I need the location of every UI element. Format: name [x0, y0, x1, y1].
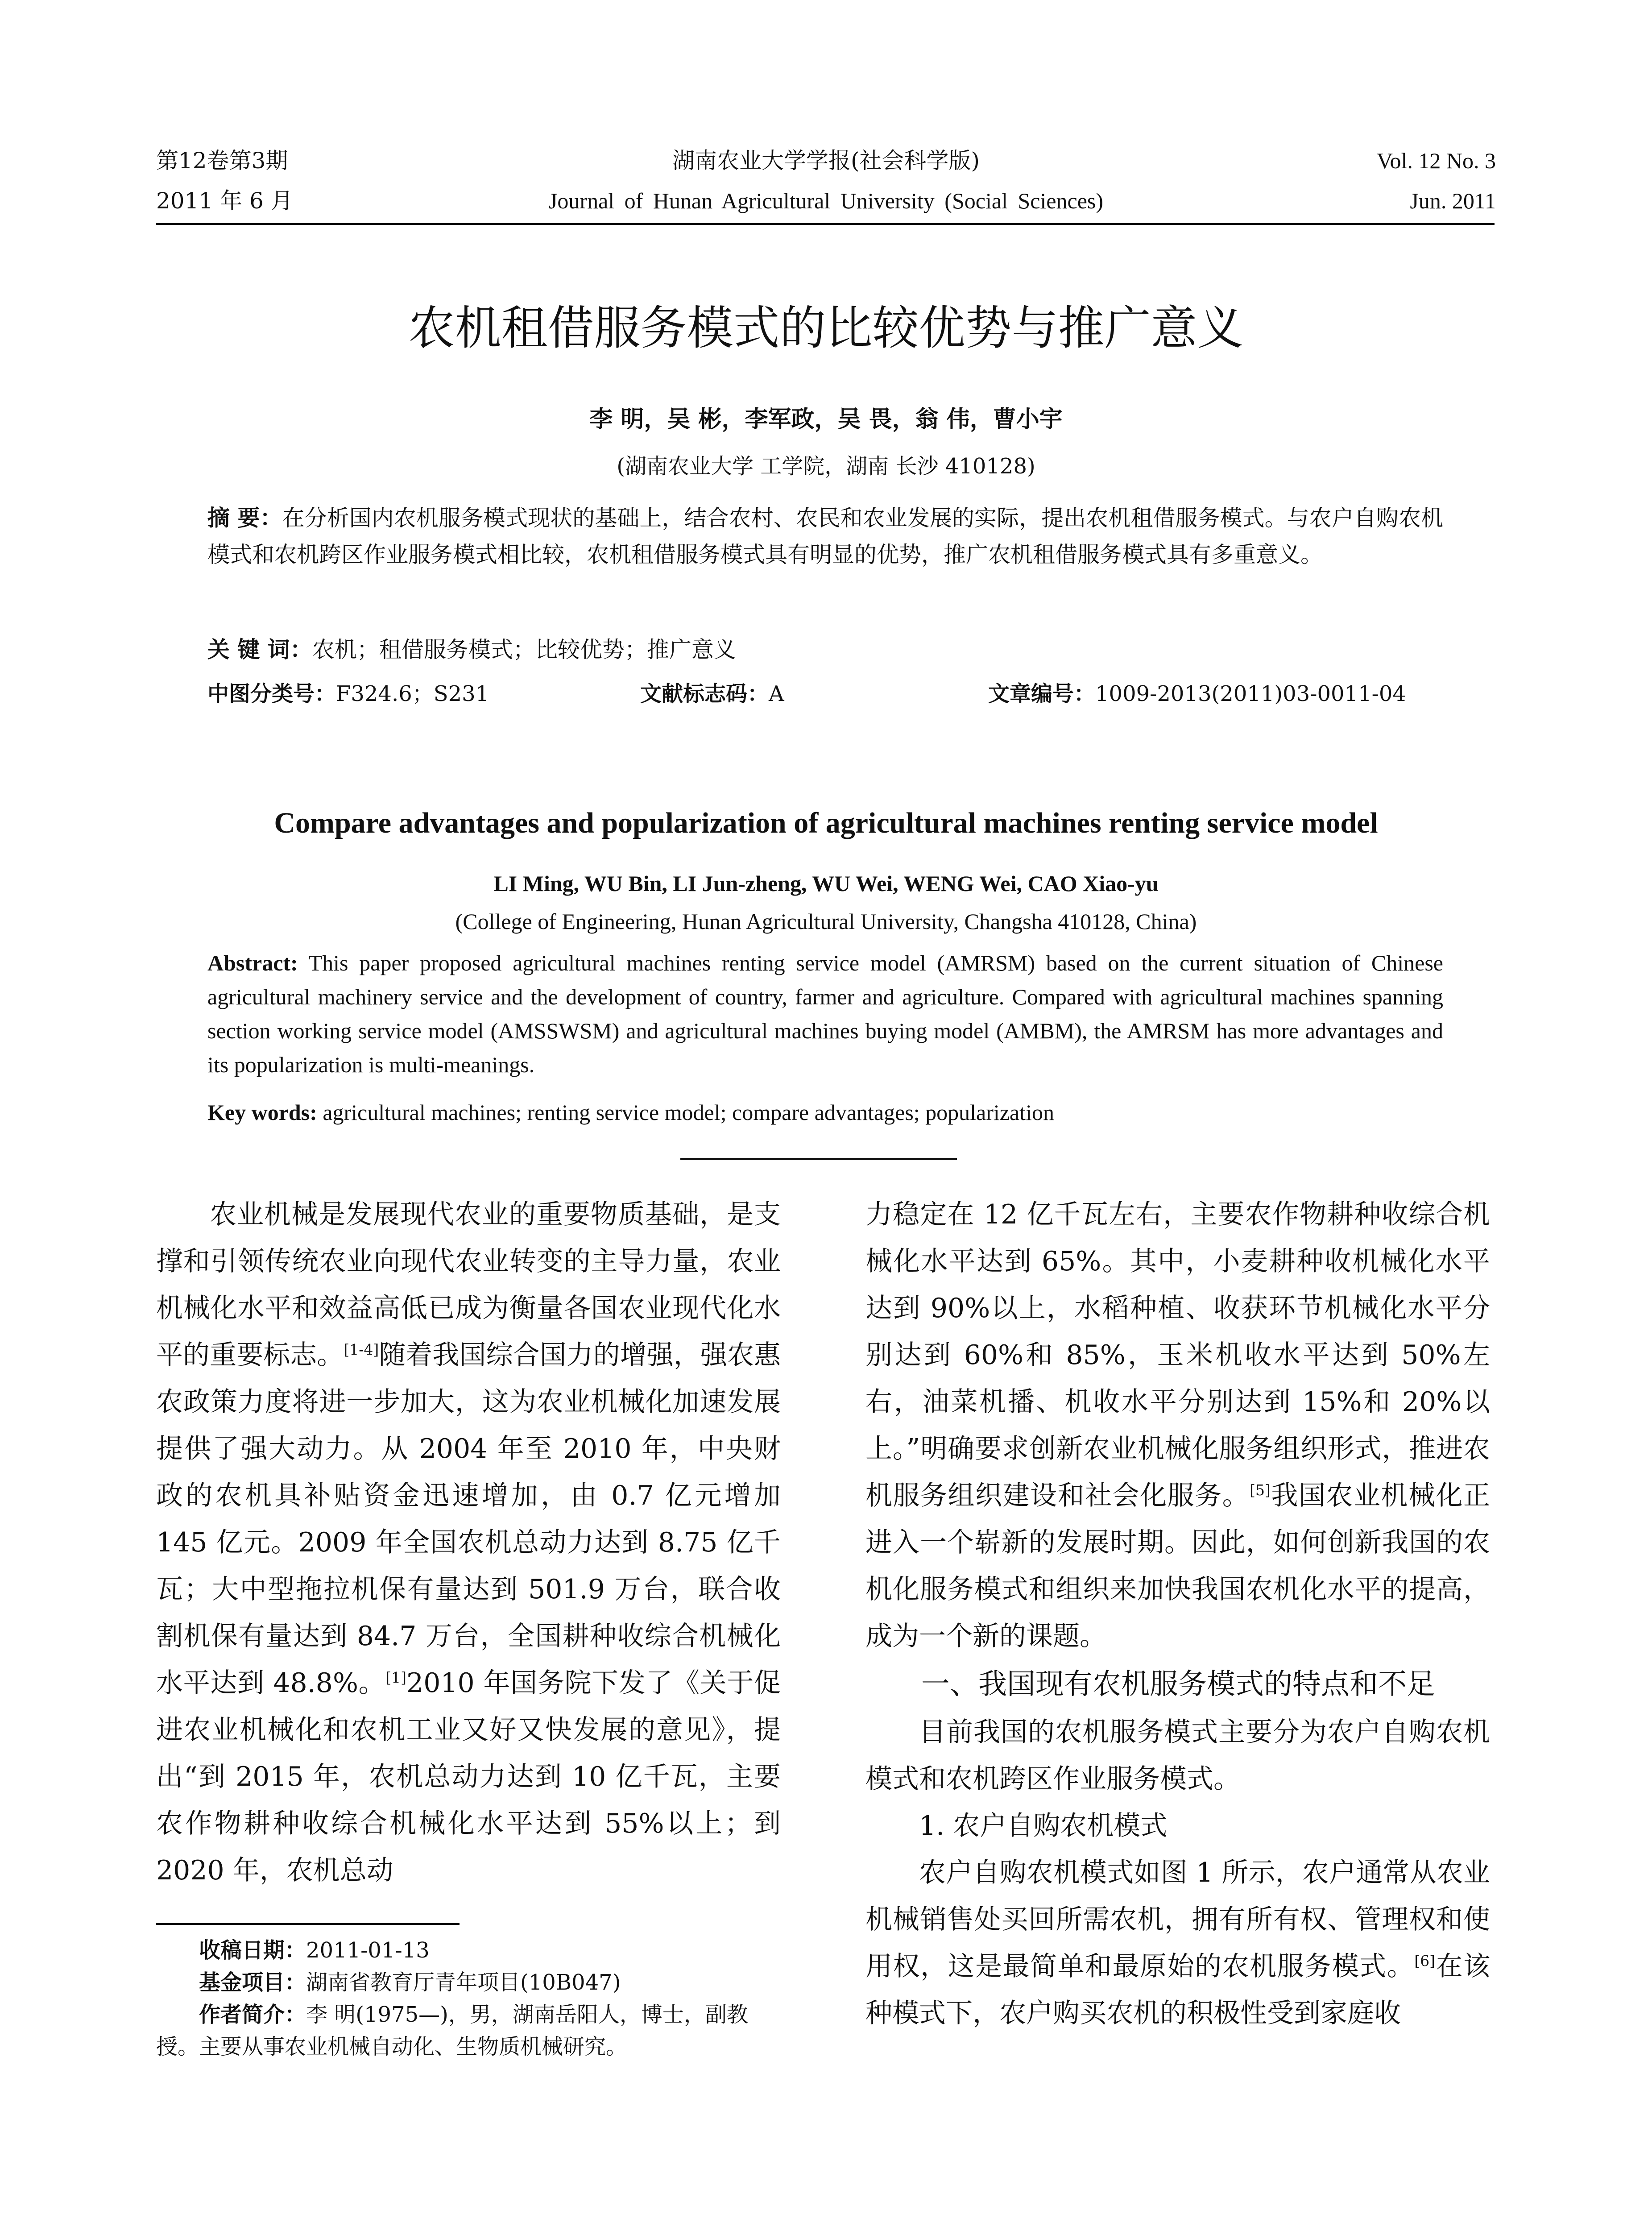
abstract-cn-text: 在分析国内农机服务模式现状的基础上，结合农村、农民和农业发展的实际，提出农机租借服务模式。与农户自购农机模式和农机跨区作业服务模式相比较，农机租借服务模式具有明显的优势，推广农机租借服务模式具有多重意义。	[207, 505, 1443, 568]
abstract-cn-label: 摘 要：	[207, 505, 282, 531]
footnote-value: 李 明(1975—)，男，湖南岳阳人，博士，副教授。主要从事农业机械自动化、生物质机械研究。	[156, 2002, 748, 2059]
clc-value: F324.6；S231	[336, 681, 489, 706]
footnote-fund	[156, 1966, 790, 1999]
header-volume-en: Vol. 12 No. 3	[1376, 148, 1496, 173]
left-column	[156, 1191, 781, 1894]
footnote-author	[156, 1999, 790, 2063]
footnote-label: 作者简介：	[199, 2002, 306, 2027]
body-text: 农户自购农机模式如图 1 所示，农户通常从农业机械销售处买回所需农机，拥有所有权、管理权和使用权，这是最简单和最原始的农机服务模式。	[865, 1857, 1490, 1982]
article-number	[988, 678, 1406, 709]
citation: [1-4]	[344, 1341, 379, 1358]
header-journal-en: Journal of Hunan Agricultural University (Social Sciences)	[548, 188, 1104, 213]
keywords-en-label: Key words:	[207, 1100, 317, 1125]
body-paragraph	[865, 1849, 1490, 2037]
keywords-cn-text: 农机；租借服务模式；比较优势；推广意义	[312, 637, 736, 663]
page-title: 农机租借服务模式的比较优势与推广意义	[408, 301, 1244, 355]
footnote-received	[156, 1934, 790, 1966]
title-en: Compare advantages and popularization of agricultural machines renting service model	[274, 807, 1378, 839]
abstract-en	[207, 946, 1443, 1082]
subsection-heading: 1. 农户自购农机模式	[919, 1810, 1168, 1841]
footnote-label: 收稿日期：	[199, 1938, 306, 1963]
clc-number	[207, 678, 489, 709]
header-rule	[156, 223, 1495, 225]
header-volume-cn: 第12卷第3期	[156, 148, 288, 174]
footnotes	[156, 1934, 790, 2063]
body-text: 我国农业机械化正进入一个崭新的发展时期。因此，如何创新我国的农机化服务模式和组织来加快我国农机化水平的提高，成为一个新的课题。	[865, 1480, 1491, 1652]
citation: [1]	[385, 1669, 407, 1686]
body-text: 力稳定在 12 亿千瓦左右，主要农作物耕种收综合机械化水平达到 65%。其中，小麦耕种收机械化水平达到 90%以上，水稻种植、收获环节机械化水平分别达到 60%和 85%，玉米机收水平达到 50%左右，油菜机播、机收水平分别达到 15%和 20%以上。”明确要求创新农业机械化服务组织形式，推进农机服务组织建设和社会化服务。	[865, 1199, 1490, 1511]
affiliation-cn: (湖南农业大学 工学院，湖南 长沙 410128)	[617, 454, 1035, 479]
keywords-en	[207, 1095, 1443, 1129]
document-code	[640, 678, 784, 709]
clc-label: 中图分类号：	[207, 681, 336, 706]
body-text: 2010 年国务院下发了《关于促进农业机械化和农机工业又好又快发展的意见》，提出“到 2015 年，农机总动力达到 10 亿千瓦，主要农作物耕种收综合机械化水平达到 55%以上；到 2020 年，农机总动	[156, 1667, 781, 1886]
abstract-en-text: This paper proposed agricultural machines renting service model (AMRSM) based on the current situation of Chinese agricultural machinery service and the development of country, farmer and agriculture. Compared with agricultural machines spanning section working service model (AMSSWSM) and agricultural machines buying model (AMBM), the AMRSM has more advantages and its popularization is multi-meanings.	[207, 950, 1443, 1077]
keywords-cn-label: 关 键 词：	[207, 637, 312, 663]
article-number-label: 文章编号：	[988, 681, 1096, 706]
section-divider	[680, 1158, 957, 1160]
footnote-value: 2011-01-13	[306, 1938, 430, 1963]
header-journal-cn: 湖南农业大学学报(社会科学版)	[672, 148, 980, 174]
right-column	[865, 1191, 1490, 2037]
body-paragraph	[156, 1191, 781, 1894]
affiliation-en: (College of Engineering, Hunan Agricultural University, Changsha 410128, China)	[455, 909, 1197, 934]
doc-code-label: 文献标志码：	[640, 681, 769, 706]
body-paragraph	[865, 1191, 1490, 1660]
header-date-cn: 2011 年 6 月	[156, 188, 293, 214]
section-heading: 一、我国现有农机服务模式的特点和不足	[921, 1668, 1435, 1701]
article-number-value: 1009-2013(2011)03-0011-04	[1095, 681, 1406, 706]
header-date-en: Jun. 2011	[1410, 188, 1496, 213]
authors-en: LI Ming, WU Bin, LI Jun-zheng, WU Wei, WENG Wei, CAO Xiao-yu	[493, 871, 1159, 896]
body-text: 农业机械是发展现代农业的重要物质基础，是支撑和引领传统农业向现代农业转变的主导力量，农业机械化水平和效益高低已成为衡量各国农业现代化水平的重要标志。	[156, 1199, 781, 1371]
citation: [5]	[1250, 1481, 1271, 1499]
abstract-en-label: Abstract:	[207, 950, 298, 975]
abstract-cn	[207, 500, 1443, 573]
citation: [6]	[1414, 1952, 1435, 1970]
footnote-label: 基金项目：	[199, 1970, 306, 1995]
doc-code-value: A	[769, 681, 784, 706]
keywords-en-text: agricultural machines; renting service model; compare advantages; popularization	[323, 1100, 1054, 1125]
footnote-rule	[156, 1923, 460, 1925]
authors-cn: 李 明，吴 彬，李军政，吴 畏，翁 伟，曹小宇	[589, 406, 1063, 433]
keywords-cn	[207, 631, 1443, 668]
body-text: 随着我国综合国力的增强，强农惠农政策力度将进一步加大，这为农业机械化加速发展提供了强大动力。从 2004 年至 2010 年，中央财政的农机具补贴资金迅速增加，由 0.7 亿元增加 145 亿元。2009 年全国农机总动力达到 8.75 亿千瓦；大中型拖拉机保有量达到 501.9 万台，联合收割机保有量达到 84.7 万台，全国耕种收综合机械化水平达到 48.8%。	[156, 1339, 781, 1699]
footnote-value: 湖南省教育厅青年项目(10B047)	[306, 1970, 621, 1995]
body-text: 在该种模式下，农户购买农机的积极性受到家庭收	[865, 1951, 1491, 2029]
body-paragraph: 目前我国的农机服务模式主要分为农户自购农机模式和农机跨区作业服务模式。	[865, 1717, 1490, 1795]
